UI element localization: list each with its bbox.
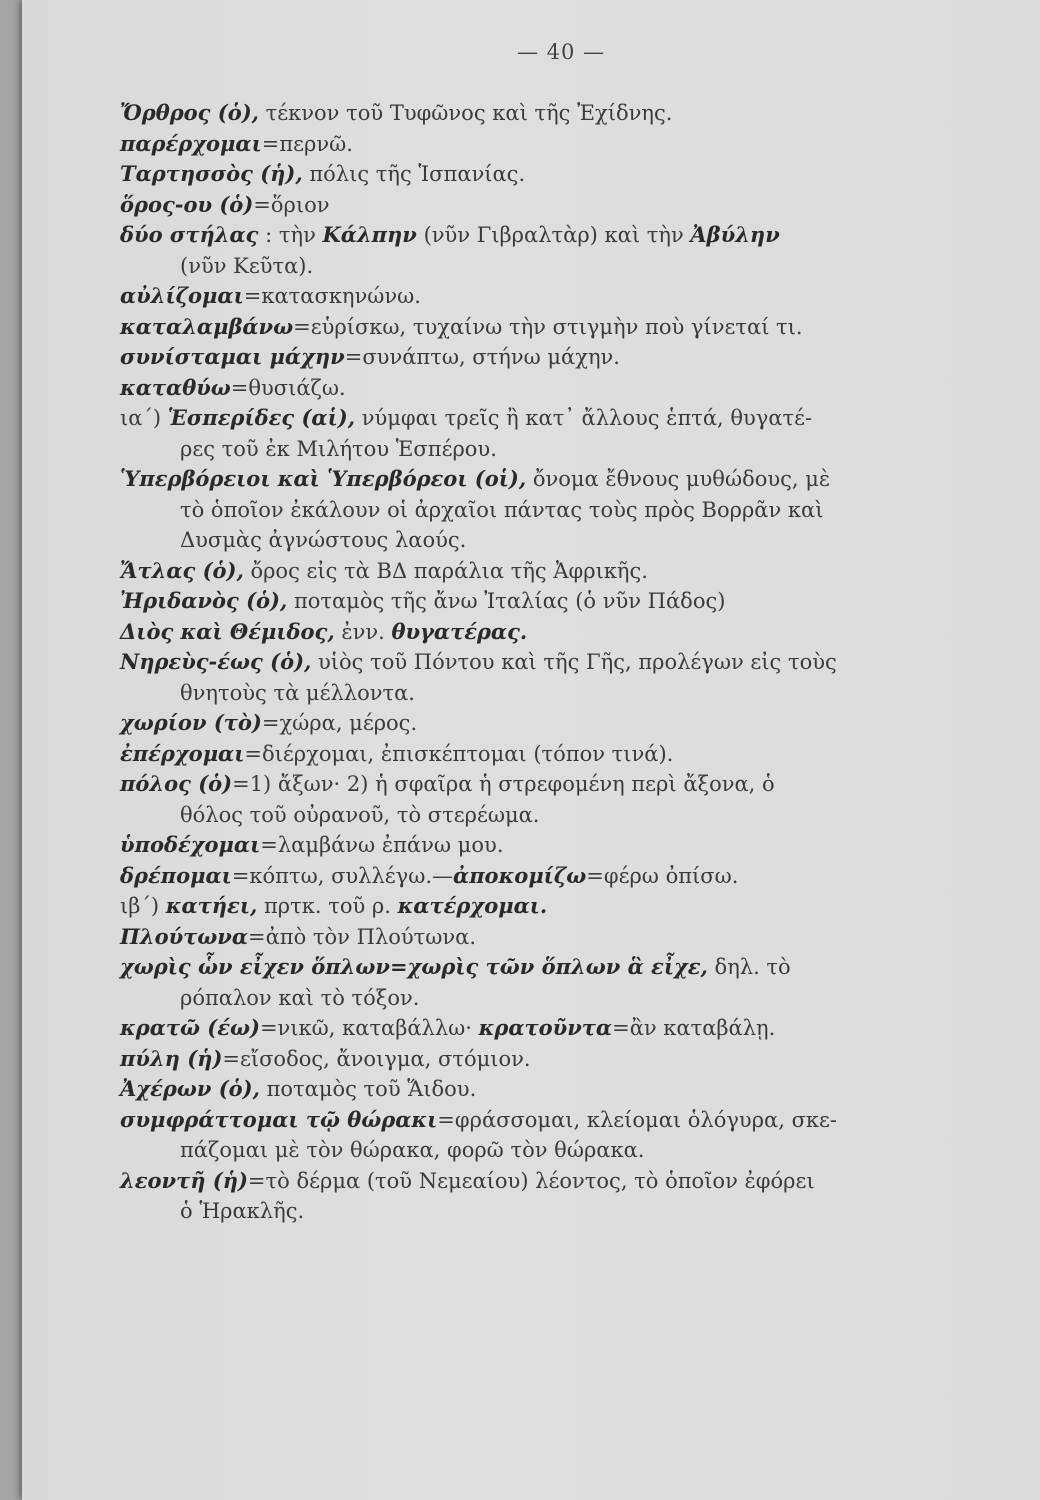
entry-definition: =τὸ δέρμα (τοῦ Νεμεαίου) λέοντος, τὸ ὁποῖον ἐφόρει (247, 1168, 815, 1193)
entry-definition: =εἴσοδος, ἄνοιγμα, στόμιον. (222, 1046, 531, 1071)
entry-definition: =χώρα, μέρος. (261, 711, 418, 735)
entry-definition: =εὑρίσκω, τυχαίνω τὴν στιγμὴν ποὺ γίνεταί τι. (293, 314, 803, 339)
entry-headword: χωρὶς ὧν εἶχεν ὅπλων=χωρὶς τῶν ὅπλων ἃ εἶχε, (120, 954, 708, 979)
entry-definition: ὁ Ἡρακλῆς. (180, 1199, 305, 1223)
entry-headword: Ἑσπερίδες (αἱ), (167, 405, 356, 430)
page-number: — 40 — (516, 40, 606, 64)
entry-definition: =ἀπὸ τὸν Πλούτωνα. (248, 924, 476, 949)
glossary-entry (120, 464, 1000, 495)
entry-definition: =συνάπτω, στήνω μάχην. (344, 345, 620, 369)
entry-definition: =κόπτω, συλλέγω.— (231, 863, 454, 888)
glossary-entry (120, 342, 1000, 373)
entry-definition: =φέρω ὀπίσω. (586, 863, 739, 888)
entry-continuation-line (120, 525, 1000, 556)
entry-headword: δύο στήλας (120, 222, 259, 247)
entry-definition: δηλ. τὸ (707, 955, 791, 979)
entry-headword: Πλούτωνα (120, 923, 248, 949)
entry-definition: νύμφαι τρεῖς ἢ κατ᾽ ἄλλους ἑπτά, θυγατέ- (355, 406, 813, 430)
glossary-entry (120, 403, 1000, 434)
entry-headword: Νηρεὺς-έως (ὁ), (120, 649, 312, 674)
glossary-entry (120, 98, 1000, 129)
entry-definition: ὄνομα ἔθνους μυθώδους, μὲ (526, 467, 831, 491)
entry-definition: : τὴν (258, 223, 323, 247)
entry-headword: Ἀχέρων (ὁ), (120, 1076, 260, 1101)
entry-definition: ρόπαλον καὶ τὸ τόξον. (180, 985, 420, 1010)
entry-definition: υἱὸς τοῦ Πόντου καὶ τῆς Γῆς, προλέγων εἰς τοὺς (311, 650, 837, 674)
entry-headword: ἀποκομίζω (453, 862, 587, 888)
entry-definition: =διέρχομαι, ἐπισκέπτομαι (τόπον τινά). (244, 741, 674, 766)
glossary-entry (120, 1105, 1000, 1136)
glossary-entry (120, 1013, 1000, 1044)
entry-headword: κρατοῦντα (478, 1015, 613, 1040)
glossary-entries (120, 98, 1000, 1227)
glossary-entry (120, 861, 1000, 892)
entry-headword: ὑποδέχομαι (120, 832, 261, 857)
glossary-entry (120, 556, 1000, 587)
entry-definition: θόλος τοῦ οὐρανοῦ, τὸ στερέωμα. (180, 802, 540, 827)
entry-definition: τέκνον τοῦ Τυφῶνος καὶ τῆς Ἐχίδνης. (258, 101, 673, 125)
glossary-entry (120, 190, 1000, 221)
entry-continuation-line (120, 1196, 1000, 1227)
entry-headword: κατέρχομαι. (397, 893, 548, 918)
entry-definition: ια΄) (120, 406, 168, 430)
glossary-entry (120, 159, 1000, 190)
glossary-entry (120, 586, 1000, 617)
entry-definition: (νῦν Γιβραλτὰρ) καὶ τὴν (416, 223, 691, 247)
glossary-entry (120, 1044, 1000, 1075)
entry-definition: Δυσμὰς ἀγνώστους λαούς. (180, 528, 467, 552)
glossary-entry (120, 312, 1000, 343)
entry-definition: ποταμὸς τῆς ἄνω Ἰταλίας (ὁ νῦν Πάδος) (287, 589, 726, 613)
glossary-entry (120, 373, 1000, 404)
glossary-entry (120, 708, 1000, 739)
entry-definition: =ἂν καταβάλῃ. (612, 1016, 776, 1040)
entry-headword: κρατῶ (έω) (120, 1015, 260, 1040)
entry-headword: δρέπομαι (120, 862, 232, 888)
entry-headword: ἐπέρχομαι (120, 740, 245, 766)
entry-continuation-line (120, 434, 1000, 465)
glossary-entry (120, 891, 1000, 922)
entry-definition: =ὅριον (253, 192, 330, 217)
entry-definition: =λαμβάνω ἐπάνω μου. (260, 833, 504, 857)
entry-continuation-line (120, 800, 1000, 831)
glossary-entry (120, 739, 1000, 770)
entry-definition: =1) ἄξων· 2) ἡ σφαῖρα ἡ στρεφομένη περὶ ἄξονα, ὁ (232, 772, 775, 796)
entry-headword: Ἠριδανὸς (ὁ), (120, 588, 288, 613)
entry-definition: θνητοὺς τὰ μέλλοντα. (180, 680, 415, 705)
entry-definition: ποταμὸς τοῦ Ἅιδου. (259, 1077, 477, 1101)
entry-definition: πόλις τῆς Ἱσπανίας. (302, 162, 526, 186)
entry-headword: λεοντῆ (ἡ) (120, 1167, 248, 1193)
glossary-entry (120, 922, 1000, 953)
entry-definition: =κατασκηνώνω. (243, 284, 421, 308)
entry-headword: θυγατέρας. (391, 618, 528, 644)
entry-continuation-line (120, 678, 1000, 709)
glossary-entry (120, 1074, 1000, 1105)
entry-headword: αὐλίζομαι (120, 283, 244, 308)
entry-definition: ὄρος εἰς τὰ ΒΔ παράλια τῆς Ἀφρικῆς. (243, 558, 648, 583)
book-page (22, 0, 1040, 1500)
glossary-entry (120, 220, 1000, 251)
entry-headword: χωρίον (τὸ) (120, 710, 262, 735)
entry-headword: παρέρχομαι (120, 130, 262, 156)
entry-definition: πρτκ. τοῦ ρ. (257, 894, 398, 918)
glossary-entry (120, 647, 1000, 678)
entry-continuation-line (120, 251, 1000, 282)
entry-definition: =νικῶ, καταβάλλω· (259, 1016, 479, 1040)
entry-definition: =θυσιάζω. (230, 375, 346, 400)
entry-headword: Ἄτλας (ὁ), (120, 557, 244, 583)
glossary-entry (120, 281, 1000, 312)
glossary-entry (120, 769, 1000, 800)
glossary-entry (120, 617, 1000, 648)
glossary-entry (120, 1166, 1000, 1197)
entry-headword: Ἀβύλην (690, 222, 780, 247)
glossary-entry (120, 129, 1000, 160)
entry-headword: συνίσταμαι μάχην (120, 344, 345, 369)
entry-continuation-line (120, 983, 1000, 1014)
entry-headword: Ὑπερβόρειοι καὶ Ὑπερβόρεοι (οἱ), (120, 466, 527, 491)
entry-headword: κατήει, (165, 893, 258, 918)
entry-headword: πόλος (ὁ) (120, 771, 233, 796)
entry-definition: ιβ΄) (120, 894, 166, 918)
entry-definition: (νῦν Κεῦτα). (180, 253, 314, 278)
glossary-entry (120, 952, 1000, 983)
entry-headword: καταθύω (120, 374, 231, 400)
entry-headword: Ταρτησσὸς (ἡ), (120, 161, 303, 186)
entry-headword: πύλη (ἡ) (120, 1045, 223, 1071)
entry-definition: ρες τοῦ ἐκ Μιλήτου Ἑσπέρου. (180, 436, 497, 461)
entry-headword: Κάλπην (322, 222, 417, 247)
glossary-entry (120, 830, 1000, 861)
entry-continuation-line (120, 495, 1000, 526)
entry-continuation-line (120, 1135, 1000, 1166)
entry-definition: τὸ ὁποῖον ἐκάλουν οἱ ἀρχαῖοι πάντας τοὺς πρὸς Βορρᾶν καὶ (180, 497, 824, 522)
entry-headword: καταλαμβάνω (120, 313, 294, 339)
entry-headword: ὅρος-ου (ὁ) (120, 191, 254, 217)
entry-headword: συμφράττομαι τῷ θώρακι (120, 1106, 438, 1132)
entry-definition: =περνῶ. (261, 131, 353, 156)
entry-headword: Ὄρθρος (ὁ), (120, 100, 259, 125)
entry-definition: =φράσσομαι, κλείομαι ὁλόγυρα, σκε- (437, 1107, 838, 1132)
entry-definition: πάζομαι μὲ τὸν θώρακα, φορῶ τὸν θώρακα. (180, 1138, 645, 1162)
entry-headword: Διὸς καὶ Θέμιδος, (120, 618, 335, 644)
entry-definition: ἐνν. (334, 619, 392, 644)
